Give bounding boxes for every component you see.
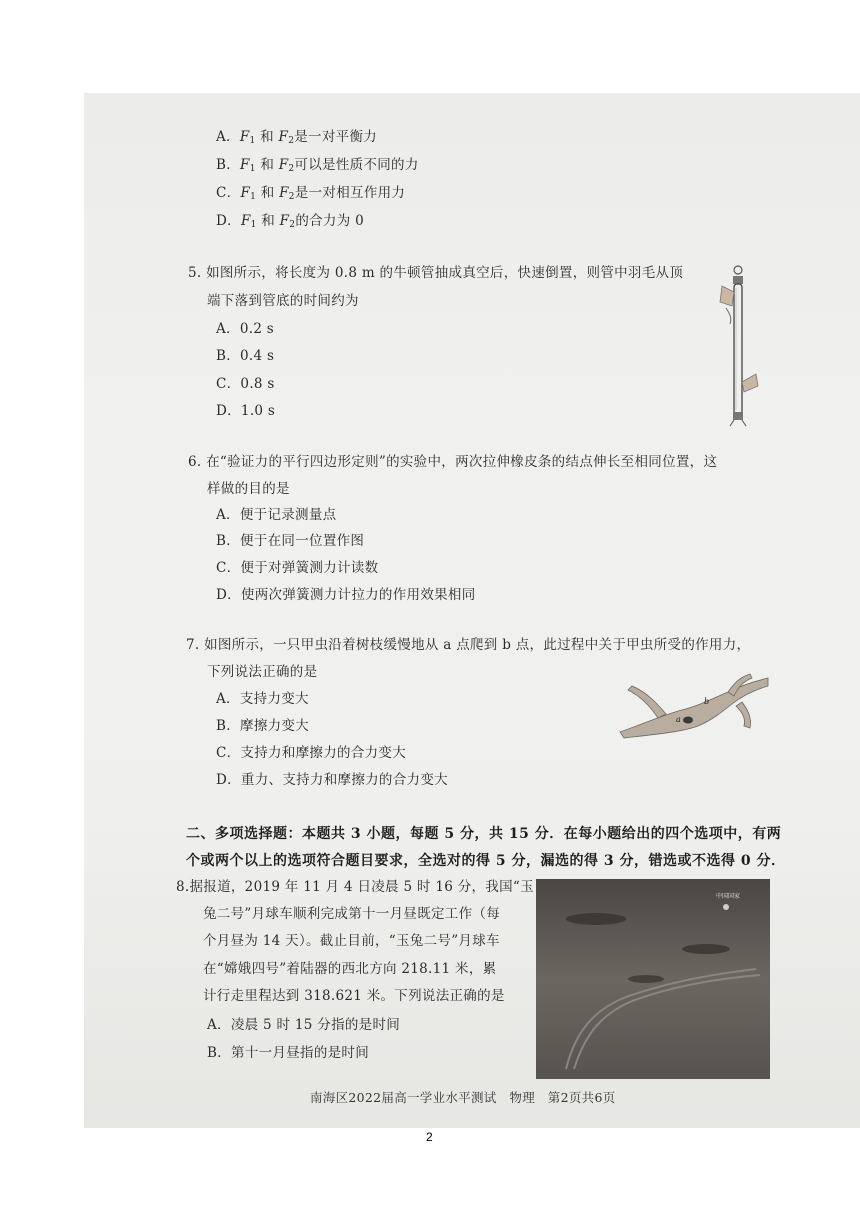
q7-option-c: C．支持力和摩擦力的合力变大 [216, 745, 407, 761]
lunar-surface-photo [536, 879, 770, 1079]
q5-stem-line1: 5. 如图所示，将长度为 0.8 m 的牛顿管抽成真空后，快速倒置，则管中羽毛从顶 [188, 265, 684, 281]
q5-option-d: D．1.0 s [216, 403, 276, 419]
force-f1: F [239, 129, 250, 145]
force-f1: F [240, 185, 251, 201]
q6-option-b: B．便于在同一位置作图 [216, 533, 365, 549]
subscript: 2 [288, 192, 295, 202]
subscript: 1 [250, 192, 257, 202]
q8-stem-line2: 兔二号”月球车顺利完成第十一月昼既定工作（每 [203, 906, 501, 922]
q6-option-d: D．使两次弹簧测力计拉力的作用效果相同 [216, 587, 476, 603]
q4-option-b [216, 156, 419, 178]
subscript: 1 [249, 136, 256, 146]
and-word: 和 [256, 213, 280, 229]
option-text: 的合力为 0 [295, 213, 365, 229]
q7-option-b: B．摩擦力变大 [216, 718, 310, 734]
option-letter: D． [216, 213, 241, 229]
q8-option-b: B．第十一月昼指的是时间 [207, 1045, 370, 1061]
q8-stem-line3: 个月昼为 14 天）。截止目前，“玉兔二号”月球车 [203, 933, 500, 949]
q8-stem-line5: 计行走里程达到 318.621 米。下列说法正确的是 [203, 988, 505, 1004]
force-f2: F [279, 213, 290, 229]
q7-option-d: D．重力、支持力和摩擦力的合力变大 [216, 772, 448, 788]
option-letter: C． [216, 185, 241, 201]
q5-option-c: C．0.8 s [216, 376, 275, 392]
q5-option-a: A．0.2 s [216, 321, 275, 337]
section2-heading-line1: 二、多项选择题：本题共 3 小题，每题 5 分，共 15 分．在每小题给出的四个选项中，有两 [186, 826, 782, 842]
q8-stem-line1: 8.据报道，2019 年 11 月 4 日凌晨 5 时 16 分，我国“玉 [176, 879, 534, 895]
subscript: 1 [250, 220, 257, 230]
q8-option-a: A．凌晨 5 时 15 分指的是时间 [207, 1017, 401, 1033]
q8-stem-line4: 在“嫦娥四号”着陆器的西北方向 218.11 米，累 [203, 961, 497, 977]
q7-stem-line2: 下列说法正确的是 [207, 664, 318, 680]
newton-tube-figure [712, 262, 762, 427]
subscript: 2 [289, 220, 296, 230]
and-word: 和 [256, 185, 280, 201]
subscript: 2 [288, 164, 295, 174]
option-letter: B． [216, 157, 241, 173]
subscript: 1 [249, 164, 256, 174]
option-text: 是一对平衡力 [294, 129, 378, 145]
q6-option-c: C．便于对弹簧测力计读数 [216, 560, 379, 576]
photo-watermark: 中国国家 [716, 894, 741, 900]
beetle-branch-figure [618, 672, 770, 740]
option-letter: A． [216, 129, 240, 145]
force-f2: F [278, 129, 289, 145]
subscript: 2 [288, 136, 295, 146]
q6-option-a: A．便于记录测量点 [216, 507, 337, 523]
q7-stem-line1: 7. 如图所示，一只甲虫沿着树枝缓慢地从 a 点爬到 b 点，此过程中关于甲虫所受的作用力， [186, 637, 751, 653]
q4-option-d [216, 212, 364, 234]
q6-stem-line1: 6. 在“验证力的平行四边形定则”的实验中，两次拉伸橡皮条的结点伸长至相同位置，这 [188, 454, 718, 470]
option-text: 可以是性质不同的力 [294, 157, 419, 173]
force-f2: F [278, 157, 289, 173]
q4-option-a [216, 128, 377, 150]
point-b-label: b [704, 697, 710, 706]
force-f1: F [240, 213, 251, 229]
section2-heading-line2: 个或两个以上的选项符合题目要求，全选对的得 5 分，漏选的得 3 分，错选或不选得 0 分． [186, 853, 786, 869]
and-word: 和 [255, 157, 279, 173]
page-number: 2 [426, 1130, 433, 1144]
q5-stem-line2: 端下落到管底的时间约为 [207, 293, 359, 309]
and-word: 和 [255, 129, 279, 145]
q6-stem-line2: 样做的目的是 [207, 481, 290, 497]
force-f2: F [279, 185, 289, 201]
point-a-label: a [676, 715, 681, 724]
q4-option-c [216, 184, 405, 206]
q5-option-b: B．0.4 s [216, 348, 275, 364]
option-text: 是一对相互作用力 [294, 185, 406, 201]
page-footer: 南海区2022届高一学业水平测试 物理 第2页共6页 [310, 1090, 616, 1105]
q7-option-a: A．支持力变大 [216, 691, 309, 707]
force-f1: F [240, 157, 250, 173]
